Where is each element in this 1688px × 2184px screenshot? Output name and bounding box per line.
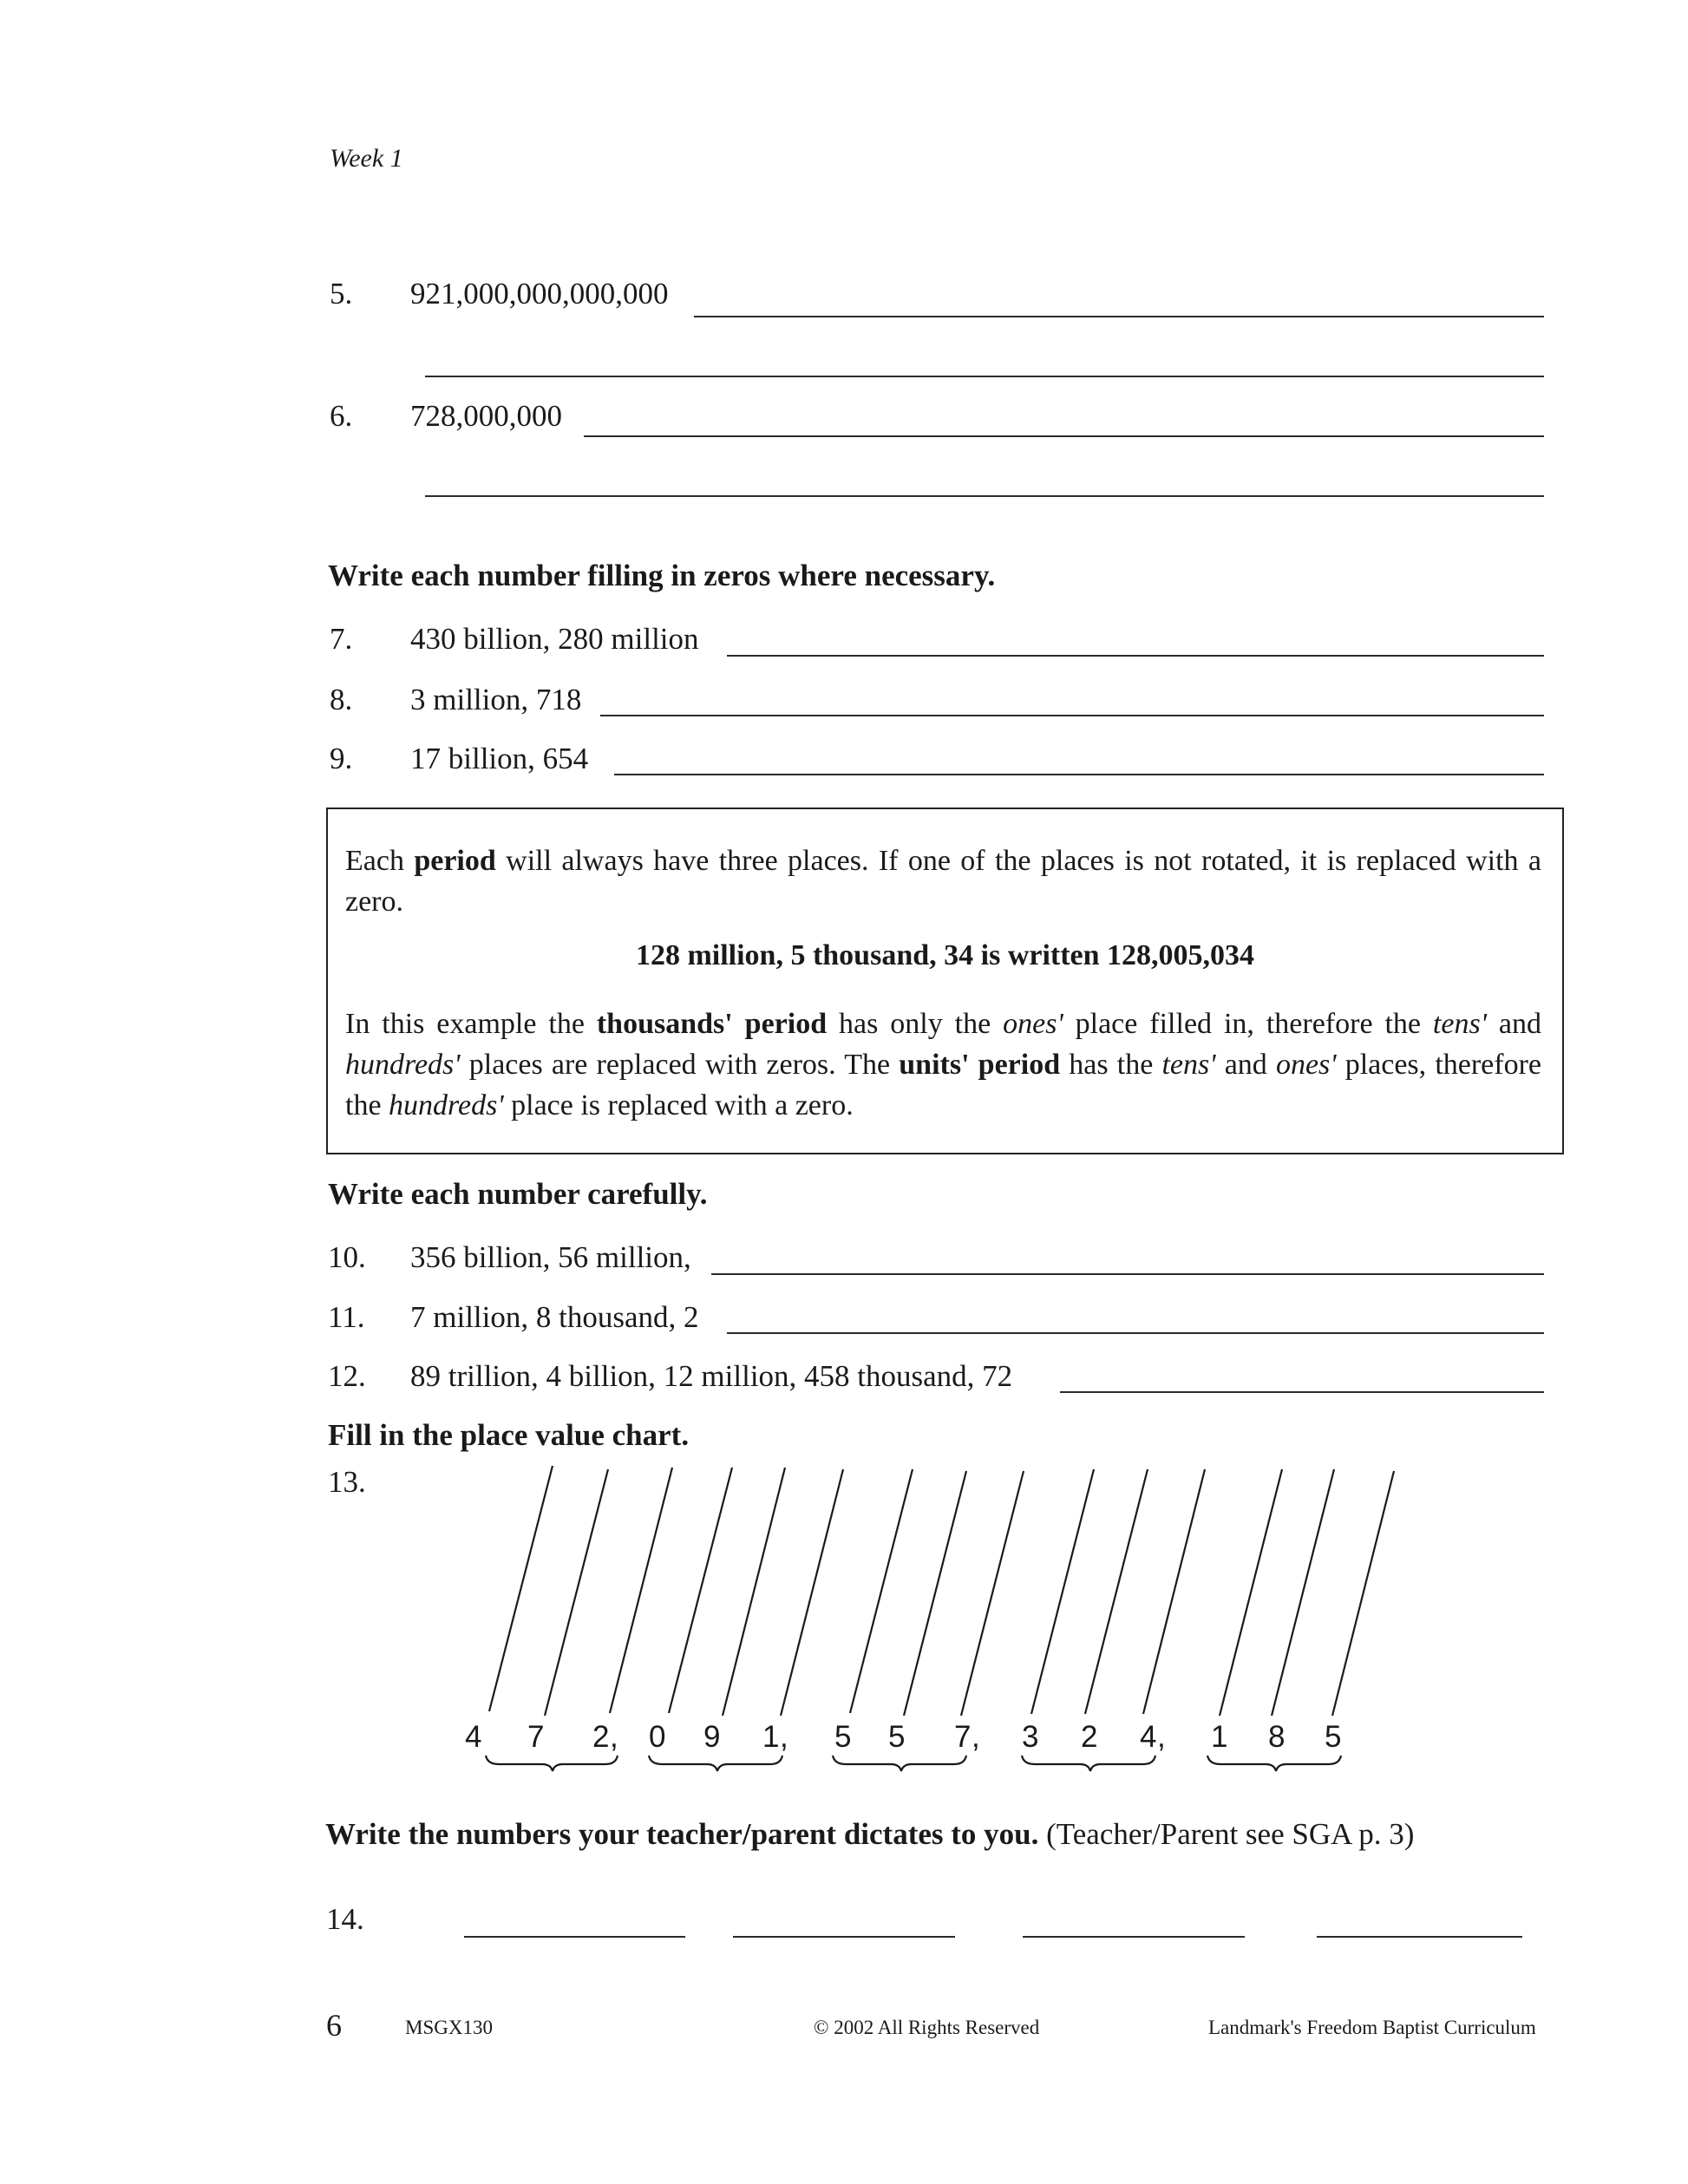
item-11-number: 11. (328, 1300, 365, 1334)
note-text: place filled in, therefore the (1063, 1008, 1433, 1040)
note-text: has the (1060, 1049, 1162, 1081)
place-line (1085, 1469, 1148, 1714)
section-heading-zeros: Write each number filling in zeros where necessary. (328, 559, 996, 592)
period-brace (833, 1756, 966, 1771)
note-term-tens: tens' (1161, 1049, 1216, 1081)
note-text: places, therefore the (345, 1049, 1542, 1121)
place-line (1272, 1469, 1334, 1716)
item-7-number: 7. (330, 622, 353, 656)
chart-digit: 4 (465, 1720, 482, 1754)
section-heading-chart: Fill in the place value chart. (328, 1418, 690, 1452)
note-term-ones: ones' (1003, 1008, 1063, 1040)
note-term-hundreds: hundreds' (345, 1049, 461, 1081)
item-11-text: 7 million, 8 thousand, 2 (410, 1300, 699, 1334)
place-line (1143, 1469, 1205, 1714)
publisher-name: Landmark's Freedom Baptist Curriculum (1208, 2017, 1536, 2038)
item-8-number: 8. (330, 683, 353, 716)
chart-comma: , (780, 1720, 788, 1754)
item-14-answer-line-3[interactable] (1023, 1936, 1245, 1938)
note-text: place is replaced with a zero. (503, 1089, 854, 1121)
item-14-answer-line-1[interactable] (464, 1936, 685, 1938)
note-text: and (1486, 1008, 1541, 1040)
chart-digit: 1 (1211, 1720, 1228, 1754)
chart-digit: 7 (954, 1720, 972, 1754)
place-line (904, 1471, 966, 1716)
chart-digit: 0 (649, 1720, 666, 1754)
note-term-hundreds: hundreds' (389, 1089, 504, 1121)
chart-digit: 3 (1022, 1720, 1039, 1754)
item-5-number: 5. (330, 277, 353, 311)
chart-digit: 2 (592, 1720, 610, 1754)
item-13-number: 13. (328, 1465, 366, 1499)
copyright: © 2002 All Rights Reserved (814, 2017, 1040, 2038)
place-line (781, 1469, 843, 1716)
chart-digit: 8 (1268, 1720, 1286, 1754)
place-line (1031, 1469, 1094, 1714)
note-example: 128 million, 5 thousand, 34 is written 128,005,034 (635, 939, 1255, 971)
chart-digit: 7 (527, 1720, 545, 1754)
place-line (723, 1468, 785, 1716)
chart-digit: 9 (703, 1720, 721, 1754)
section-heading-careful: Write each number carefully. (328, 1177, 708, 1211)
item-12-text: 89 trillion, 4 billion, 12 million, 458 thousand, 72 (410, 1359, 1013, 1393)
chart-digit: 2 (1081, 1720, 1098, 1754)
note-text: and (1215, 1049, 1276, 1081)
week-label: Week 1 (330, 144, 403, 173)
section-heading-dictation (325, 1819, 1414, 1849)
place-line (545, 1469, 608, 1716)
note-text: In this example the (345, 1008, 597, 1040)
place-line (489, 1466, 553, 1711)
note-text: Each (345, 845, 415, 877)
item-14-answer-line-2[interactable] (733, 1936, 955, 1938)
period-brace (1207, 1756, 1341, 1771)
item-6-number: 6. (330, 399, 353, 433)
chart-digit: 4 (1140, 1720, 1157, 1754)
note-text: has only the (827, 1008, 1004, 1040)
chart-digit: 5 (834, 1720, 852, 1754)
course-code: MSGX130 (405, 2017, 493, 2038)
dictation-instruction: Write the numbers your teacher/parent dictates to you. (325, 1817, 1039, 1851)
note-term-period: period (414, 845, 496, 877)
place-line (1220, 1469, 1282, 1716)
note-term-thousands-period: thousands' period (596, 1008, 828, 1040)
page-number: 6 (326, 2008, 342, 2043)
item-12-number: 12. (328, 1359, 366, 1393)
item-10-number: 10. (328, 1240, 366, 1274)
place-line (961, 1471, 1024, 1716)
note-text: will always have three places. If one of the places is not rotated, it is replaced with a zero. (345, 845, 1542, 918)
note-term-ones: ones' (1275, 1049, 1337, 1081)
item-14-number: 14. (326, 1902, 364, 1936)
chart-digit: 5 (888, 1720, 906, 1754)
place-line (669, 1468, 732, 1713)
item-9-text: 17 billion, 654 (410, 742, 589, 775)
chart-digit: 1 (762, 1720, 780, 1754)
dictation-teacher-note: (Teacher/Parent see SGA p. 3) (1046, 1817, 1415, 1851)
period-brace (649, 1756, 782, 1771)
place-line (850, 1469, 913, 1713)
item-10-text: 356 billion, 56 million, (410, 1240, 691, 1274)
item-5-text: 921,000,000,000,000 (410, 277, 669, 311)
place-line (610, 1468, 672, 1713)
item-7-text: 430 billion, 280 million (410, 622, 699, 656)
note-text: places are replaced with zeros. The (460, 1049, 900, 1081)
place-line (1332, 1471, 1394, 1716)
period-brace (1022, 1756, 1155, 1771)
item-6-text: 728,000,000 (410, 399, 562, 433)
item-14-answer-line-4[interactable] (1317, 1936, 1522, 1938)
note-term-tens: tens' (1432, 1008, 1487, 1040)
note-term-units-period: units' period (899, 1049, 1061, 1081)
period-brace (486, 1756, 618, 1771)
chart-digit: 5 (1325, 1720, 1342, 1754)
chart-comma: , (610, 1720, 618, 1754)
item-9-number: 9. (330, 742, 353, 775)
chart-comma: , (972, 1720, 980, 1754)
item-8-text: 3 million, 718 (410, 683, 582, 716)
chart-comma: , (1157, 1720, 1166, 1754)
